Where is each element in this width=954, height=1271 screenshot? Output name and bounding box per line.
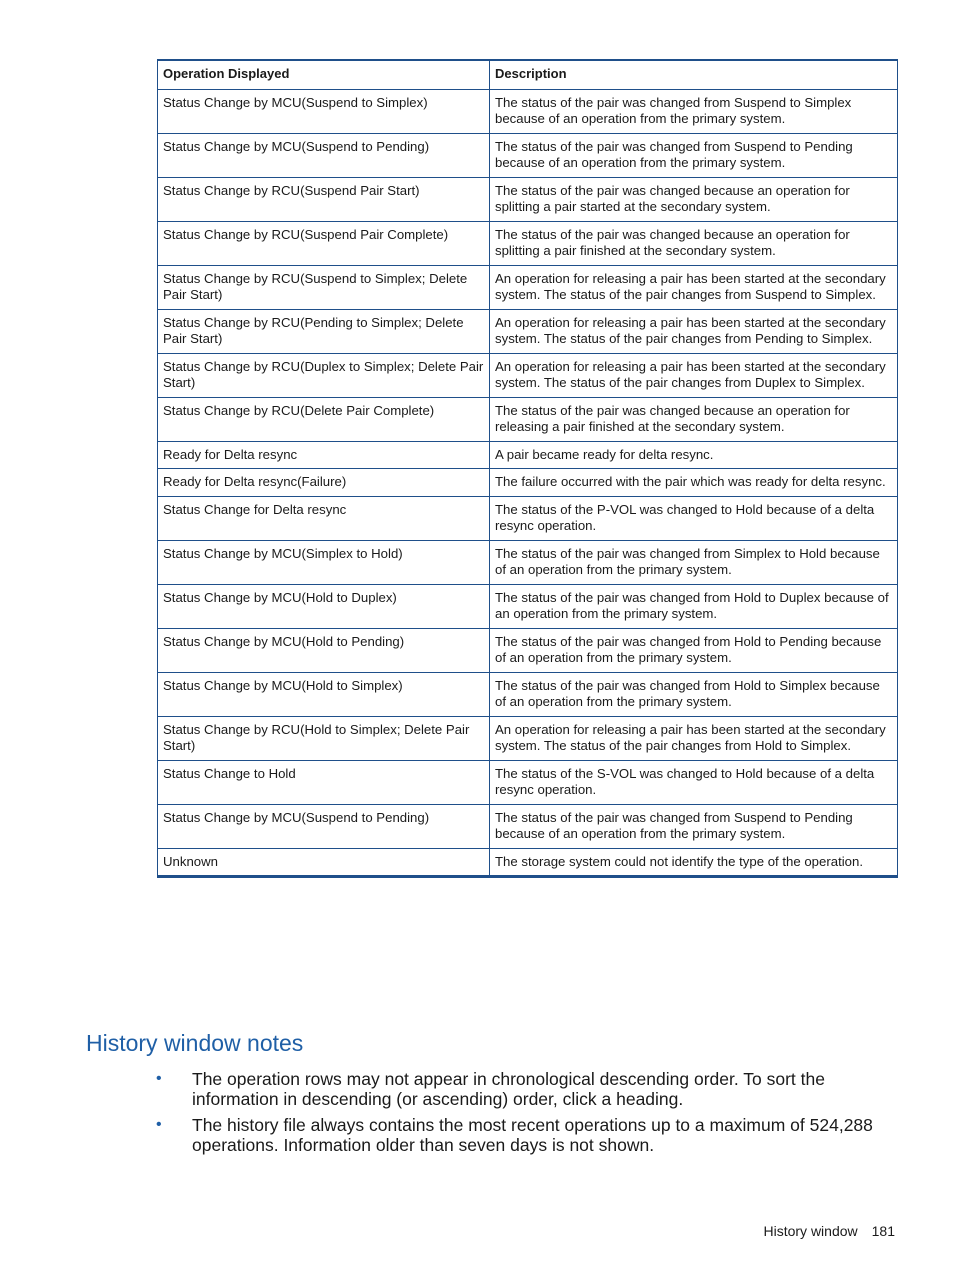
table-row [158,469,898,497]
page-footer [764,1223,896,1239]
operation-cell: Status Change by MCU(Suspend to Pending) [158,804,490,848]
description-cell: The status of the pair was changed from Suspend to Pending because of an operation from the primary system. [490,133,898,177]
operations-table [157,59,898,878]
table-row [158,584,898,628]
list-item [150,1069,902,1109]
operation-cell: Status Change by RCU(Delete Pair Complete) [158,397,490,441]
operation-cell: Status Change by MCU(Suspend to Pending) [158,133,490,177]
table-row [158,672,898,716]
description-cell: An operation for releasing a pair has been started at the secondary system. The status of the pair changes from Duplex to Simplex. [490,353,898,397]
page-number: 181 [871,1223,895,1239]
description-cell: An operation for releasing a pair has been started at the secondary system. The status of the pair changes from Hold to Simplex. [490,716,898,760]
operation-cell: Ready for Delta resync [158,441,490,469]
table-row [158,848,898,877]
table-row [158,496,898,540]
operation-cell: Status Change for Delta resync [158,496,490,540]
description-cell: The status of the pair was changed from Simplex to Hold because of an operation from the primary system. [490,540,898,584]
description-cell: The status of the pair was changed from Suspend to Pending because of an operation from the primary system. [490,804,898,848]
table-row [158,628,898,672]
table-row [158,441,898,469]
operation-cell: Status Change by RCU(Hold to Simplex; Delete Pair Start) [158,716,490,760]
table-row [158,760,898,804]
operation-cell: Status Change to Hold [158,760,490,804]
table-row [158,221,898,265]
description-cell: A pair became ready for delta resync. [490,441,898,469]
description-cell: The status of the pair was changed because an operation for splitting a pair finished at the secondary system. [490,221,898,265]
description-cell: The status of the pair was changed because an operation for splitting a pair started at the secondary system. [490,177,898,221]
table-row [158,804,898,848]
operation-cell: Status Change by MCU(Hold to Simplex) [158,672,490,716]
description-cell: The status of the pair was changed from Hold to Duplex because of an operation from the primary system. [490,584,898,628]
column-header-description: Description [490,60,898,89]
description-cell: An operation for releasing a pair has been started at the secondary system. The status of the pair changes from Suspend to Simplex. [490,265,898,309]
bullet-icon: • [156,1116,162,1133]
section-heading: History window notes [86,1030,304,1056]
operation-cell: Unknown [158,848,490,877]
table-row [158,397,898,441]
table-row [158,89,898,133]
column-header-operation: Operation Displayed [158,60,490,89]
list-item [150,1115,902,1155]
description-cell: The status of the pair was changed from Hold to Pending because of an operation from the primary system. [490,628,898,672]
description-cell: The status of the pair was changed because an operation for releasing a pair finished at the secondary system. [490,397,898,441]
operation-cell: Status Change by MCU(Hold to Pending) [158,628,490,672]
operation-cell: Status Change by RCU(Suspend Pair Complete) [158,221,490,265]
description-cell: The failure occurred with the pair which was ready for delta resync. [490,469,898,497]
table-row [158,716,898,760]
operation-cell: Ready for Delta resync(Failure) [158,469,490,497]
bullet-icon: • [156,1070,162,1087]
operation-cell: Status Change by MCU(Simplex to Hold) [158,540,490,584]
operation-cell: Status Change by RCU(Duplex to Simplex; Delete Pair Start) [158,353,490,397]
table-row [158,133,898,177]
table-row [158,540,898,584]
table-row [158,353,898,397]
description-cell: The storage system could not identify the type of the operation. [490,848,898,877]
table-row [158,309,898,353]
operation-cell: Status Change by RCU(Pending to Simplex; Delete Pair Start) [158,309,490,353]
table-header-row [158,60,898,89]
description-cell: The status of the P-VOL was changed to Hold because of a delta resync operation. [490,496,898,540]
description-cell: The status of the S-VOL was changed to Hold because of a delta resync operation. [490,760,898,804]
table-row [158,177,898,221]
operation-cell: Status Change by RCU(Suspend Pair Start) [158,177,490,221]
operation-cell: Status Change by MCU(Suspend to Simplex) [158,89,490,133]
description-cell: An operation for releasing a pair has been started at the secondary system. The status of the pair changes from Pending to Simplex. [490,309,898,353]
notes-list [150,1069,902,1161]
note-text: The history file always contains the most recent operations up to a maximum of 524,288 operations. Information older than seven days is not shown. [192,1115,873,1155]
description-cell: The status of the pair was changed from Suspend to Simplex because of an operation from the primary system. [490,89,898,133]
operation-cell: Status Change by MCU(Hold to Duplex) [158,584,490,628]
table-row [158,265,898,309]
note-text: The operation rows may not appear in chronological descending order. To sort the information in descending (or ascending) order, click a heading. [192,1069,825,1109]
footer-label: History window [763,1223,858,1239]
description-cell: The status of the pair was changed from Hold to Simplex because of an operation from the primary system. [490,672,898,716]
operation-cell: Status Change by RCU(Suspend to Simplex; Delete Pair Start) [158,265,490,309]
